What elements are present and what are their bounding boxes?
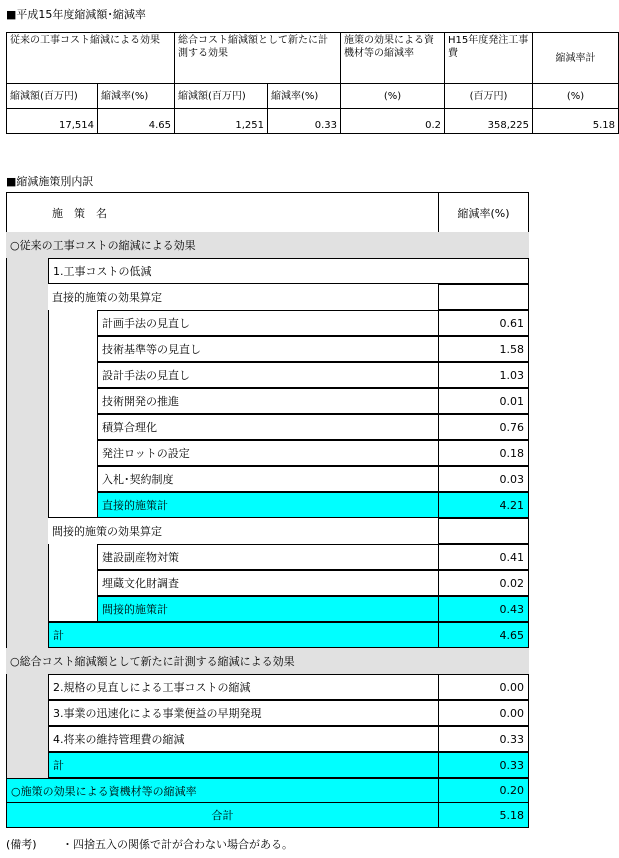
value-rate-2: 0.33 [268,109,341,134]
indirect-row-value: 0.02 [438,570,529,596]
subheader-rate-1: 縮減率(%) [98,84,175,109]
subheader-percent-total: (%) [533,84,619,109]
direct-row-value: 0.03 [438,466,529,492]
group2-total-label: 計 [48,752,439,778]
indirect-row-name: 建設副産物対策 [97,544,439,570]
summary-table [6,32,619,134]
group1-label: ○従来の工事コストの縮減による効果 [6,232,529,258]
direct-row-name: 入札･契約制度 [97,466,439,492]
direct-label: 直接的施策の効果算定 [48,284,439,310]
direct-row-value: 0.61 [438,310,529,336]
direct-row-name: 計画手法の見直し [97,310,439,336]
group1-total-value: 4.65 [438,622,529,648]
note-text: ・四捨五入の関係で計が合わない場合がある。 [62,838,293,851]
header-reduction-rate: 縮減率(%) [438,192,529,233]
subheader-percent: (%) [341,84,445,109]
group2-row-name: 3.事業の迅速化による事業便益の早期発現 [48,700,439,726]
item1-label: 1.工事コストの低減 [48,258,529,284]
subheader-amount-1: 縮減額(百万円) [7,84,98,109]
direct-total-label: 直接的施策計 [97,492,439,518]
direct-row-name: 技術基準等の見直し [97,336,439,362]
header-measure-name: 施 策 名 [6,192,439,233]
group2-row-value: 0.33 [438,726,529,752]
header-total-rate: 縮減率計 [533,33,619,84]
subheader-amount-2: 縮減額(百万円) [175,84,268,109]
value-amount-1: 17,514 [7,109,98,134]
subheader-rate-2: 縮減率(%) [268,84,341,109]
group3-label: ○施策の効果による資機材等の縮減率 [6,778,439,803]
indirect-row-value: 0.41 [438,544,529,570]
group2-row-value: 0.00 [438,700,529,726]
group2-row-name: 2.規格の見直しによる工事コストの縮減 [48,674,439,700]
direct-row-value: 0.76 [438,414,529,440]
value-total-rate: 5.18 [533,109,619,134]
indirect-label: 間接的施策の効果算定 [48,518,439,544]
direct-row-value: 1.58 [438,336,529,362]
direct-label-rate [438,284,529,310]
value-construction-cost: 358,225 [445,109,533,134]
group2-label: ○総合コスト縮減額として新たに計測する縮減による効果 [6,648,529,674]
header-total-cost: 総合コスト縮減額として新たに計測する効果 [175,33,341,84]
grand-total-label: 合計 [6,802,439,828]
header-conventional: 従来の工事コスト縮減による効果 [7,33,175,84]
direct-row-name: 設計手法の見直し [97,362,439,388]
direct-row-name: 発注ロットの設定 [97,440,439,466]
group2-total-value: 0.33 [438,752,529,778]
value-materials: 0.2 [341,109,445,134]
direct-row-value: 1.03 [438,362,529,388]
grand-total-value: 5.18 [438,802,529,828]
section1-title: ■平成15年度縮減額･縮減率 [6,8,146,21]
section2-title: ■縮減施策別内訳 [6,175,94,188]
note-label: (備考) [6,838,37,851]
value-amount-2: 1,251 [175,109,268,134]
value-rate-1: 4.65 [98,109,175,134]
group1-total-label: 計 [48,622,439,648]
subheader-million-yen: (百万円) [445,84,533,109]
direct-row-value: 0.01 [438,388,529,414]
header-materials: 施策の効果による資機材等の縮減率 [341,33,445,84]
indirect-label-rate [438,518,529,544]
group2-row-value: 0.00 [438,674,529,700]
header-construction-cost: H15年度発注工事費 [445,33,533,84]
indirect-row-name: 埋蔵文化財調査 [97,570,439,596]
indirect-total-label: 間接的施策計 [97,596,439,622]
group2-row-name: 4.将来の維持管理費の縮減 [48,726,439,752]
direct-row-name: 技術開発の推進 [97,388,439,414]
indirect-total-value: 0.43 [438,596,529,622]
direct-total-value: 4.21 [438,492,529,518]
group3-value: 0.20 [438,778,529,803]
direct-row-value: 0.18 [438,440,529,466]
direct-row-name: 積算合理化 [97,414,439,440]
